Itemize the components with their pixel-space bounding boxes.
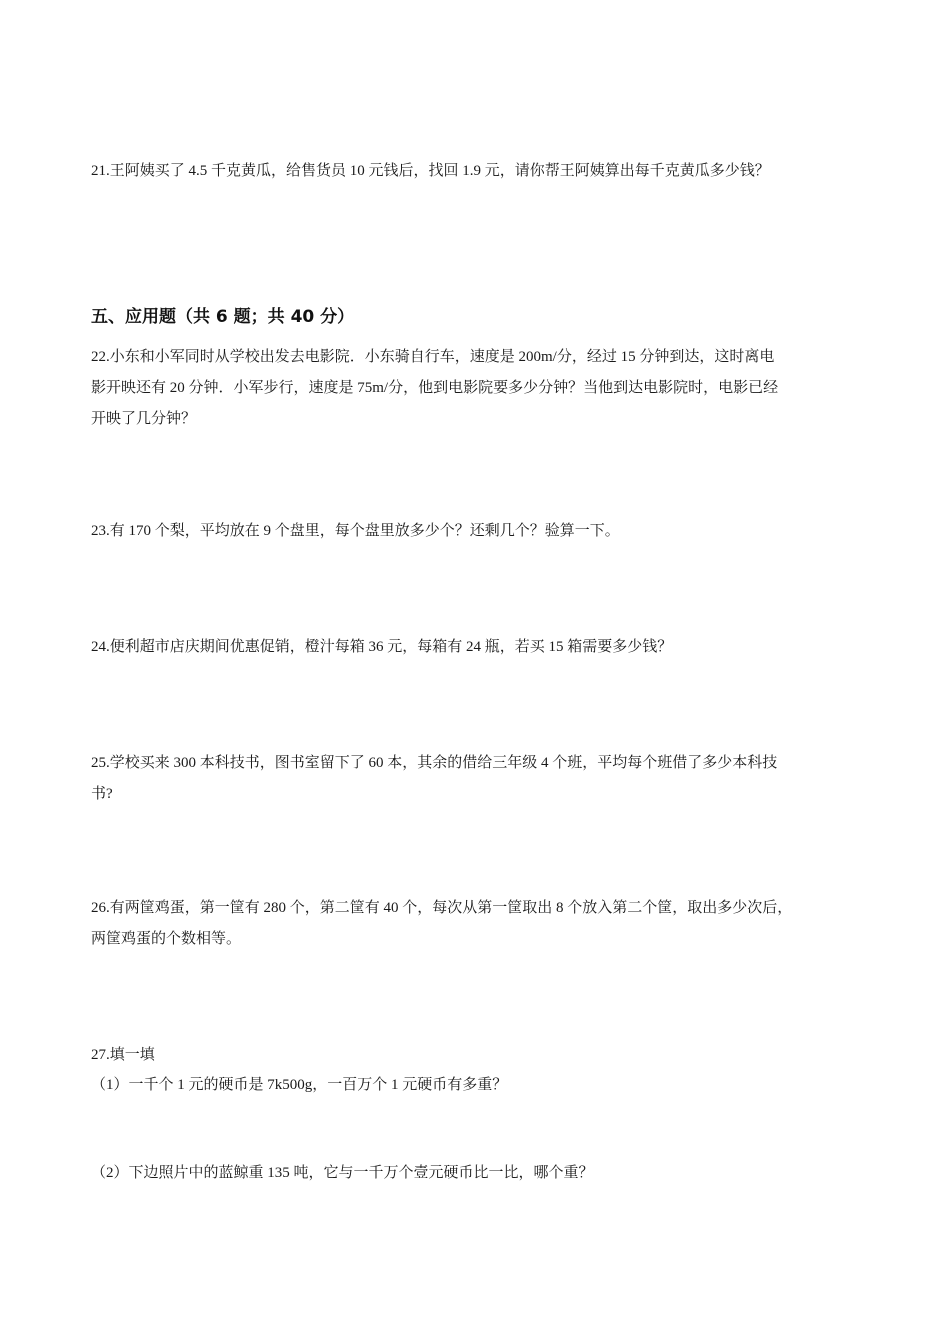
question-22-line-1: 22.小东和小军同时从学校出发去电影院．小东骑自行车，速度是 200m/分，经过 15 分钟到达，这时离电: [91, 349, 775, 365]
question-25-line-2: 书?: [91, 786, 113, 802]
question-27-title: 27.填一填: [91, 1047, 155, 1063]
question-25: [91, 748, 863, 810]
question-26: [91, 893, 863, 955]
question-25-line-1: 25.学校买来 300 本科技书，图书室留下了 60 本，其余的借给三年级 4 个班，平均每个班借了多少本科技: [91, 755, 778, 771]
question-24-line-1: 24.便利超市店庆期间优惠促销，橙汁每箱 36 元，每箱有 24 瓶，若买 15 箱需要多少钱？: [91, 639, 673, 655]
question-27-part-1: （1）一千个 1 元的硬币是 7k500g，一百万个 1 元硬币有多重？: [91, 1077, 508, 1093]
question-26-line-1: 26.有两筐鸡蛋，第一筐有 280 个，第二筐有 40 个，每次从第一筐取出 8 个放入第二个筐，取出多少次后，: [91, 900, 793, 916]
question-22-line-3: 开映了几分钟？: [91, 411, 197, 427]
question-22: [91, 342, 863, 435]
question-26-line-2: 两筐鸡蛋的个数相等。: [91, 931, 242, 947]
question-27-part-2-block: [91, 1158, 863, 1189]
question-21-line-1: 21.王阿姨买了 4.5 千克黄瓜，给售货员 10 元钱后，找回 1.9 元，请你帮王阿姨算出每千克黄瓜多少钱？: [91, 163, 770, 179]
question-21: [91, 156, 863, 187]
question-27-part-2: （2）下边照片中的蓝鲸重 135 吨，它与一千万个壹元硬币比一比，哪个重？: [91, 1165, 594, 1181]
question-24: [91, 632, 863, 663]
question-27: [91, 1040, 863, 1100]
question-23: [91, 516, 863, 547]
section-5-title: 五、应用题（共 6 题；共 40 分）: [91, 307, 355, 327]
question-22-line-2: 影开映还有 20 分钟．小军步行，速度是 75m/分，他到电影院要多少分钟？当他到达电影院时，电影已经: [91, 380, 779, 396]
question-23-line-1: 23.有 170 个梨，平均放在 9 个盘里，每个盘里放多少个？还剩几个？验算一下。: [91, 523, 620, 539]
